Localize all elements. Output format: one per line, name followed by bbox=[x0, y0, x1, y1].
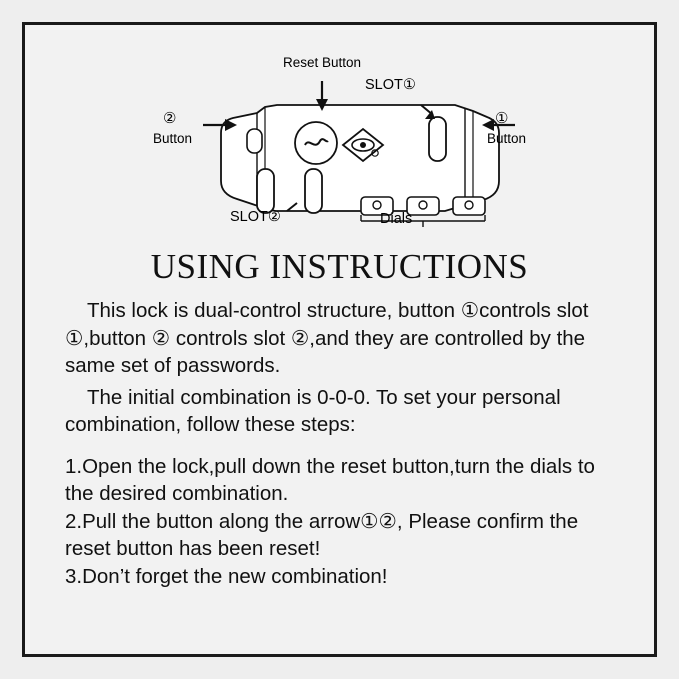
label-reset-button: Reset Button bbox=[283, 55, 362, 70]
page-title: USING INSTRUCTIONS bbox=[150, 247, 529, 286]
instructions-text bbox=[65, 297, 625, 590]
label-dials: Dials bbox=[380, 211, 413, 227]
label-button-2: Button bbox=[153, 131, 193, 146]
paragraph-spacer bbox=[65, 443, 625, 453]
slot-1-shape bbox=[429, 117, 446, 161]
step-2: 2.Pull the button along the arrow①②, Please confirm the reset button has been reset! bbox=[65, 509, 579, 560]
label-slot-2: SLOT② bbox=[230, 209, 281, 225]
reset-button-shape bbox=[295, 122, 337, 164]
label-button-1-number: ① bbox=[495, 110, 509, 127]
label-button-1: Button bbox=[487, 131, 527, 146]
lock-diagram bbox=[25, 33, 654, 248]
steps-list bbox=[65, 453, 625, 591]
step-3: 3.Don’t forget the new combination! bbox=[65, 564, 388, 588]
label-button-2-number: ② bbox=[163, 110, 177, 127]
step-1: 1.Open the lock,pull down the reset button,turn the dials to the desired combination. bbox=[65, 454, 595, 505]
paragraph-1: This lock is dual-control structure, button ①controls slot ①,button ② controls slot ②,and they are controlled by the same set of passwords. bbox=[65, 299, 589, 377]
paragraph-2: The initial combination is 0-0-0. To set your personal combination, follow these steps: bbox=[65, 385, 561, 436]
instruction-card bbox=[22, 22, 657, 657]
label-slot-1: SLOT① bbox=[365, 77, 416, 93]
